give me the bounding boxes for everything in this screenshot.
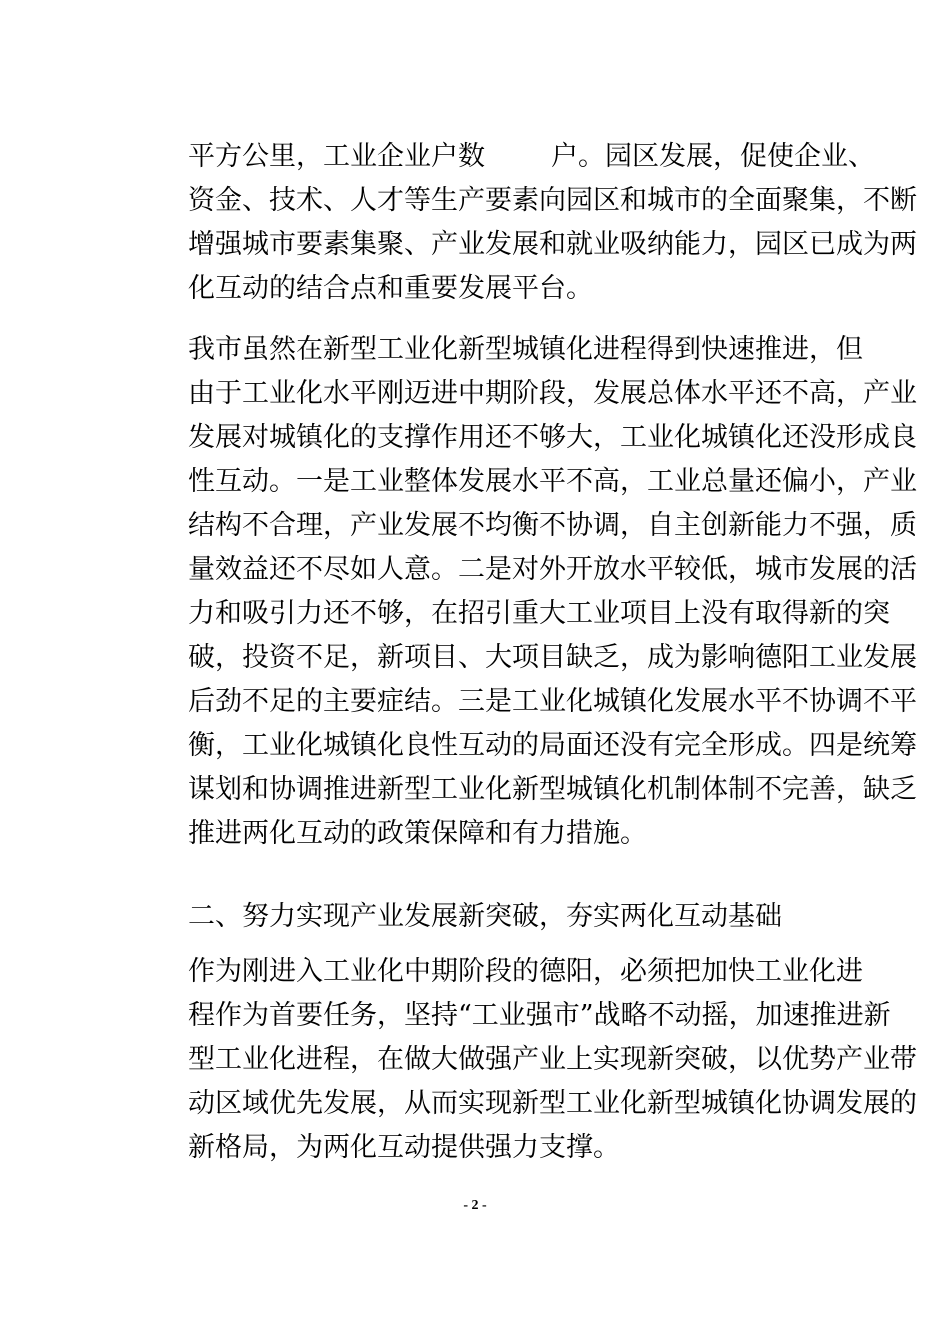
- text-line: 型工业化进程，在做大做强产业上实现新突破，以优势产业带: [188, 1044, 917, 1075]
- text-line: 化互动的结合点和重要发展平台。: [188, 273, 593, 304]
- page-number: - 2 -: [463, 1198, 487, 1213]
- text-line: 推进两化互动的政策保障和有力措施。: [188, 818, 647, 849]
- text-line: 新格局，为两化互动提供强力支撑。: [188, 1132, 620, 1163]
- text-line: 程作为首要任务，坚持“工业强市”战略不动摇，加速推进新: [188, 1000, 891, 1031]
- paragraph-3: [134, 950, 917, 1170]
- text-line: 结构不合理，产业发展不均衡不协调，自主创新能力不强，质: [188, 510, 917, 541]
- text-line: 动区域优先发展，从而实现新型工业化新型城镇化协调发展的: [188, 1088, 917, 1119]
- text-line: 后劲不足的主要症结。三是工业化城镇化发展水平不协调不平: [188, 686, 917, 717]
- text-line: 发展对城镇化的支撑作用还不够大，工业化城镇化还没形成良: [188, 422, 917, 453]
- text-line: 我市虽然在新型工业化新型城镇化进程得到快速推进，但: [188, 334, 863, 365]
- text-line: 衡，工业化城镇化良性互动的局面还没有完全形成。四是统筹: [188, 730, 917, 761]
- text-line: 资金、技术、人才等生产要素向园区和城市的全面聚集，不断: [188, 185, 917, 216]
- text-line: 力和吸引力还不够，在招引重大工业项目上没有取得新的突: [188, 598, 890, 629]
- text-line: 谋划和协调推进新型工业化新型城镇化机制体制不完善，缺乏: [188, 774, 917, 805]
- paragraph-2: [134, 328, 917, 856]
- text-line: 由于工业化水平刚迈进中期阶段，发展总体水平还不高，产业: [188, 378, 917, 409]
- text-line: 破，投资不足，新项目、大项目缺乏，成为影响德阳工业发展: [188, 642, 917, 673]
- text-line: 性互动。一是工业整体发展水平不高，工业总量还偏小，产业: [188, 466, 917, 497]
- text-line: 作为刚进入工业化中期阶段的德阳，必须把加快工业化进: [188, 956, 863, 987]
- text-line: 平方公里，工业企业户数 户。园区发展，促使企业、: [188, 141, 875, 172]
- paragraph-1: [134, 135, 917, 311]
- text-line: 增强城市要素集聚、产业发展和就业吸纳能力，园区已成为两: [188, 229, 917, 260]
- text-line: 量效益还不尽如人意。二是对外开放水平较低，城市发展的活: [188, 554, 917, 585]
- section-heading: 二、努力实现产业发展新突破，夯实两化互动基础: [188, 901, 782, 932]
